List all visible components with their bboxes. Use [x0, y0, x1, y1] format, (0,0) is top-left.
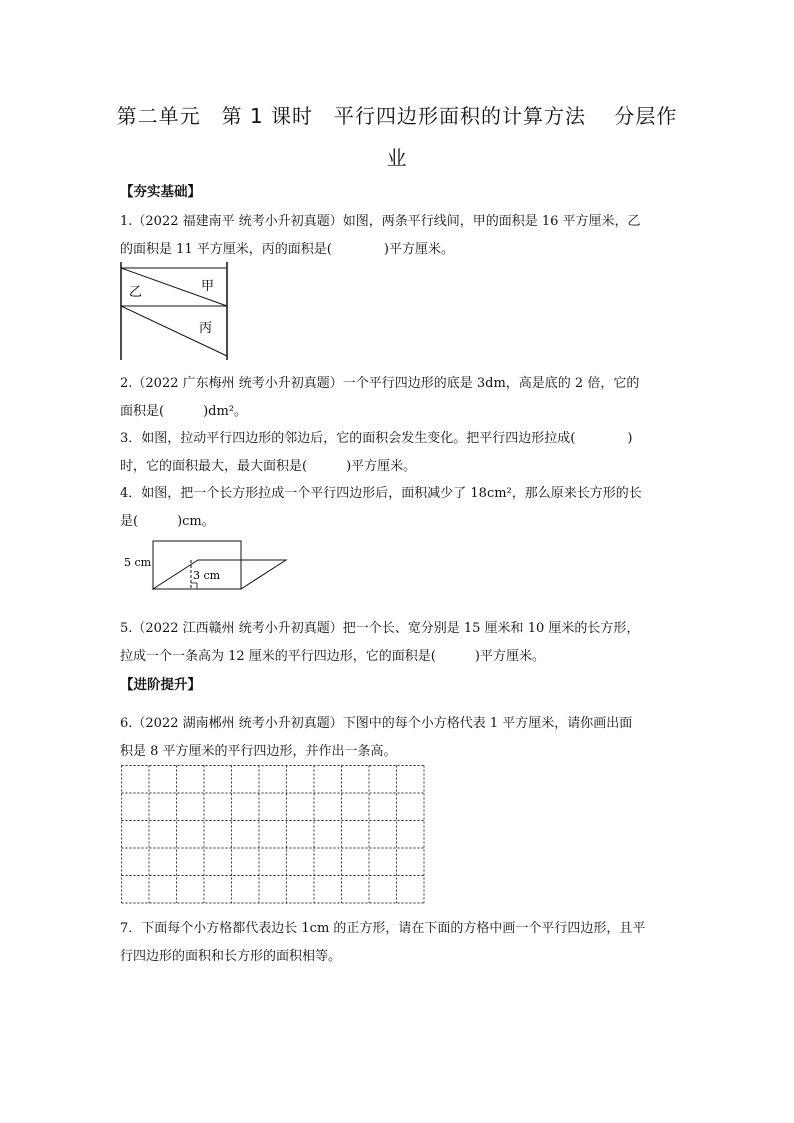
- q6-line-2: 积是 8 平方厘米的平行四边形，并作出一条高。: [120, 744, 397, 759]
- q1-line-2: 的面积是 11 平方厘米，丙的面积是( )平方厘米。: [120, 242, 454, 257]
- q4-label-height: 3 cm: [193, 569, 221, 582]
- q2-line-2: 面积是( )dm²。: [120, 404, 248, 419]
- title-line-2: 业: [386, 146, 408, 170]
- q4-line-1: 4．如图，把一个长方形拉成一个平行四边形后，面积减少了 18cm²，那么原来长方形的长: [120, 486, 642, 501]
- section-advanced-heading: 【进阶提升】: [120, 677, 201, 693]
- q4-label-width: 5 cm: [124, 556, 152, 569]
- q2-line-1: 2.（2022 广东梅州 统考小升初真题）一个平行四边形的底是 3dm，高是底的 2 倍，它的: [120, 376, 640, 391]
- q6-dotted-grid: [120, 764, 427, 905]
- q1-figure: [115, 260, 235, 362]
- q4-line-2: 是( )cm。: [120, 514, 215, 529]
- page-title: [110, 95, 684, 179]
- q4-right-angle-mark: [191, 583, 197, 589]
- q4-figure: [118, 538, 288, 596]
- q5-line-1: 5.（2022 江西赣州 统考小升初真题）把一个长、宽分别是 15 厘米和 10 厘米的长方形，: [120, 621, 640, 636]
- q7-line-1: 7．下面每个小方格都代表边长 1cm 的正方形，请在下面的方格中画一个平行四边形，且平: [120, 921, 646, 936]
- section-basic-heading: 【夯实基础】: [120, 184, 201, 200]
- title-line-1: 第二单元 第 1 课时 平行四边形面积的计算方法 分层作: [116, 104, 678, 128]
- q1-label-jia: 甲: [201, 279, 215, 294]
- q1-label-bing: 丙: [199, 321, 213, 336]
- q1-label-yi: 乙: [129, 285, 143, 300]
- q1-line-1: 1.（2022 福建南平 统考小升初真题）如图，两条平行线间，甲的面积是 16 平方厘米，乙: [120, 214, 641, 229]
- q3-line-2: 时，它的面积最大，最大面积是( )平方厘米。: [120, 459, 417, 474]
- q7-line-2: 行四边形的面积和长方形的面积相等。: [120, 949, 342, 964]
- q5-line-2: 拉成一个一条高为 12 厘米的平行四边形，它的面积是( )平方厘米。: [120, 649, 545, 664]
- q3-line-1: 3．如图，拉动平行四边形的邻边后，它的面积会发生变化。把平行四边形拉成( ): [120, 431, 633, 446]
- q6-line-1: 6.（2022 湖南郴州 统考小升初真题）下图中的每个小方格代表 1 平方厘米，请你画出面: [120, 716, 633, 731]
